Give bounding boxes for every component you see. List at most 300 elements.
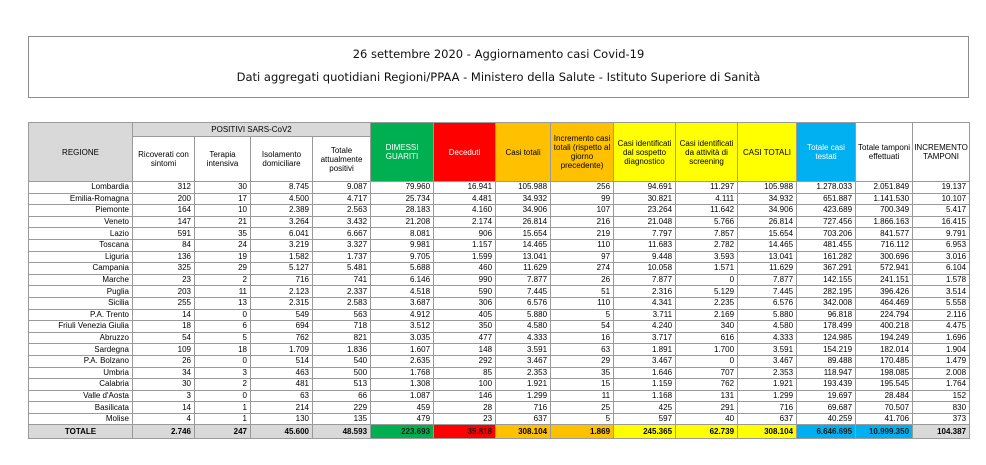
table-cell: 4.481 (434, 193, 496, 205)
table-cell: 14.465 (738, 239, 797, 251)
table-cell: 1.737 (313, 251, 371, 263)
table-cell: 16.941 (434, 182, 496, 194)
table-row (29, 182, 970, 194)
table-cell: 716 (251, 274, 313, 286)
table-body (29, 182, 970, 439)
table-row (29, 193, 970, 205)
table-cell: 105.988 (496, 182, 551, 194)
table-cell: 2.008 (913, 367, 970, 379)
table-cell: 1.141.530 (856, 193, 913, 205)
table-cell: 1.299 (496, 390, 551, 402)
table-cell: 124.985 (797, 332, 856, 344)
table-cell: 4.333 (738, 332, 797, 344)
table-cell: 1.921 (496, 379, 551, 391)
table-cell: 727.456 (797, 216, 856, 228)
table-cell: 3.593 (676, 251, 738, 263)
table-cell: 3 (133, 390, 195, 402)
table-cell: 459 (371, 402, 434, 414)
table-cell: 14 (133, 309, 195, 321)
table-cell: 5.127 (251, 263, 313, 275)
header-incremento-tamponi: INCREMENTO TAMPONI (913, 123, 970, 182)
table-cell: 3.591 (738, 344, 797, 356)
table-cell: 135 (313, 413, 371, 425)
table-cell: 194.249 (856, 332, 913, 344)
table-cell: 700.349 (856, 205, 913, 217)
header-casi-totali-2: CASI TOTALI (738, 123, 797, 182)
table-cell: 198.085 (856, 367, 913, 379)
table-cell: 11.629 (496, 263, 551, 275)
table-cell: 703.206 (797, 228, 856, 240)
table-cell: 34.906 (738, 205, 797, 217)
table-cell: 3.591 (496, 344, 551, 356)
table-cell: 597 (614, 413, 676, 425)
table-cell: 7.877 (738, 274, 797, 286)
table-cell: 26.814 (496, 216, 551, 228)
table-cell: 54 (551, 321, 614, 333)
table-cell: 4.240 (614, 321, 676, 333)
table-cell: 7.445 (496, 286, 551, 298)
table-cell: 224.794 (856, 309, 913, 321)
table-cell: 830 (913, 402, 970, 414)
table-cell: 481.455 (797, 239, 856, 251)
table-cell: 3.219 (251, 239, 313, 251)
table-row (29, 239, 970, 251)
total-cell: 2.746 (133, 425, 195, 439)
table-row (29, 321, 970, 333)
table-cell: 4.111 (676, 193, 738, 205)
table-cell: 70.507 (856, 402, 913, 414)
table-cell: 651.887 (797, 193, 856, 205)
table-cell: 3.717 (614, 332, 676, 344)
table-cell: 4.333 (496, 332, 551, 344)
header-isolamento: Isolamento domiciliare (251, 137, 313, 182)
header-dimessi-guariti: DIMESSI GUARITI (371, 123, 434, 182)
region-name: Lombardia (29, 182, 133, 194)
region-name: Sardegna (29, 344, 133, 356)
region-name: P.A. Trento (29, 309, 133, 321)
table-cell: 3 (195, 367, 251, 379)
table-cell: 15.654 (738, 228, 797, 240)
table-cell: 26.814 (738, 216, 797, 228)
table-cell: 100 (434, 379, 496, 391)
table-cell: 342.008 (797, 297, 856, 309)
region-name: Lazio (29, 228, 133, 240)
table-cell: 5.880 (738, 309, 797, 321)
table-cell: 79.960 (371, 182, 434, 194)
table-cell: 97 (551, 251, 614, 263)
table-cell: 3.687 (371, 297, 434, 309)
table-cell: 300.696 (856, 251, 913, 263)
table-cell: 146 (434, 390, 496, 402)
table-row (29, 344, 970, 356)
table-cell: 136 (133, 251, 195, 263)
table-cell: 2.353 (738, 367, 797, 379)
table-cell: 463 (251, 367, 313, 379)
table-cell: 9.981 (371, 239, 434, 251)
table-row (29, 332, 970, 344)
table-row (29, 251, 970, 263)
total-cell: 245.365 (614, 425, 676, 439)
table-cell: 11 (195, 286, 251, 298)
table-cell: 5.688 (371, 263, 434, 275)
table-cell: 7.445 (738, 286, 797, 298)
table-cell: 2.316 (614, 286, 676, 298)
table-cell: 110 (551, 239, 614, 251)
table-cell: 1.087 (371, 390, 434, 402)
table-cell: 5 (551, 309, 614, 321)
table-cell: 549 (251, 309, 313, 321)
table-cell: 616 (676, 332, 738, 344)
table-cell: 3.711 (614, 309, 676, 321)
table-cell: 26 (551, 274, 614, 286)
table-cell: 7.877 (496, 274, 551, 286)
table-cell: 513 (313, 379, 371, 391)
total-cell: 308.104 (496, 425, 551, 439)
table-cell: 1.582 (251, 251, 313, 263)
table-row (29, 297, 970, 309)
table-cell: 514 (251, 355, 313, 367)
region-name: Liguria (29, 251, 133, 263)
table-cell: 1.646 (614, 367, 676, 379)
table-cell: 1.891 (614, 344, 676, 356)
table-cell: 28.484 (856, 390, 913, 402)
table-cell: 15.654 (496, 228, 551, 240)
table-cell: 1.479 (913, 355, 970, 367)
table-cell: 216 (551, 216, 614, 228)
table-cell: 0 (195, 390, 251, 402)
total-cell: 104.387 (913, 425, 970, 439)
table-cell: 255 (133, 297, 195, 309)
table-cell: 25 (551, 402, 614, 414)
table-cell: 1.768 (371, 367, 434, 379)
table-cell: 3.514 (913, 286, 970, 298)
table-cell: 18 (195, 344, 251, 356)
table-cell: 590 (434, 286, 496, 298)
table-cell: 21.048 (614, 216, 676, 228)
total-cell: 247 (195, 425, 251, 439)
header-positivi-group: POSITIVI SARS-CoV2 (133, 123, 371, 137)
table-cell: 5.766 (676, 216, 738, 228)
table-cell: 94.691 (614, 182, 676, 194)
table-cell: 1.836 (313, 344, 371, 356)
table-cell: 2.116 (913, 309, 970, 321)
table-cell: 34.932 (496, 193, 551, 205)
table-cell: 28 (434, 402, 496, 414)
table-cell: 35 (195, 228, 251, 240)
region-name: Veneto (29, 216, 133, 228)
table-cell: 5.481 (313, 263, 371, 275)
table-cell: 2.174 (434, 216, 496, 228)
table-cell: 34 (133, 367, 195, 379)
region-name: Molise (29, 413, 133, 425)
table-cell: 6.667 (313, 228, 371, 240)
report-subtitle: Dati aggregati quotidiani Regioni/PPAA - Ministero della Salute - Istituto Superiore di Sanità (236, 70, 761, 84)
table-cell: 741 (313, 274, 371, 286)
table-cell: 637 (738, 413, 797, 425)
table-cell: 85 (434, 367, 496, 379)
table-cell: 28.183 (371, 205, 434, 217)
table-cell: 1.571 (676, 263, 738, 275)
table-cell: 1.866.163 (856, 216, 913, 228)
table-cell: 500 (313, 367, 371, 379)
table-cell: 4.160 (434, 205, 496, 217)
table-cell: 1.578 (913, 274, 970, 286)
table-cell: 306 (434, 297, 496, 309)
table-cell: 423.689 (797, 205, 856, 217)
table-cell: 990 (434, 274, 496, 286)
table-cell: 0 (195, 309, 251, 321)
table-cell: 1.709 (251, 344, 313, 356)
header-regione: REGIONE (29, 123, 133, 182)
table-cell: 30 (195, 182, 251, 194)
table-row (29, 274, 970, 286)
table-cell: 5.558 (913, 297, 970, 309)
total-cell: 10.999.350 (856, 425, 913, 439)
region-name: Campania (29, 263, 133, 275)
table-cell: 707 (676, 367, 738, 379)
total-cell: 62.739 (676, 425, 738, 439)
table-row (29, 286, 970, 298)
header-deceduti: Deceduti (434, 123, 496, 182)
table-cell: 13 (195, 297, 251, 309)
table-cell: 23.264 (614, 205, 676, 217)
table-cell: 400.218 (856, 321, 913, 333)
table-cell: 1.168 (614, 390, 676, 402)
table-cell: 3.512 (371, 321, 434, 333)
table-cell: 2.123 (251, 286, 313, 298)
header-casi-sospetto: Casi identificati dal sospetto diagnostico (614, 123, 676, 182)
table-cell: 170.485 (856, 355, 913, 367)
table-cell: 591 (133, 228, 195, 240)
table-cell: 540 (313, 355, 371, 367)
table-cell: 11.642 (676, 205, 738, 217)
header-ricoverati: Ricoverati con sintomi (133, 137, 195, 182)
table-row (29, 413, 970, 425)
table-cell: 9.705 (371, 251, 434, 263)
table-cell: 2.169 (676, 309, 738, 321)
table-cell: 4.500 (251, 193, 313, 205)
table-cell: 841.577 (856, 228, 913, 240)
table-cell: 29 (551, 355, 614, 367)
table-cell: 200 (133, 193, 195, 205)
table-cell: 3.467 (738, 355, 797, 367)
table-cell: 10.107 (913, 193, 970, 205)
table-cell: 110 (551, 297, 614, 309)
table-cell: 481 (251, 379, 313, 391)
table-cell: 256 (551, 182, 614, 194)
table-cell: 84 (133, 239, 195, 251)
table-cell: 1.157 (434, 239, 496, 251)
table-cell: 2.583 (313, 297, 371, 309)
table-cell: 8.081 (371, 228, 434, 240)
table-cell: 3.264 (251, 216, 313, 228)
table-cell: 1.700 (676, 344, 738, 356)
table-cell: 7.797 (614, 228, 676, 240)
table-cell: 23 (133, 274, 195, 286)
header-tamponi: Totale tamponi effettuati (856, 123, 913, 182)
table-cell: 11.629 (738, 263, 797, 275)
table-cell: 0 (195, 355, 251, 367)
table-cell: 4.912 (371, 309, 434, 321)
table-cell: 63 (251, 390, 313, 402)
total-cell: 48.593 (313, 425, 371, 439)
table-row (29, 263, 970, 275)
table-cell: 131 (676, 390, 738, 402)
region-name: P.A. Bolzano (29, 355, 133, 367)
table-cell: 19.137 (913, 182, 970, 194)
total-row (29, 425, 970, 439)
table-cell: 147 (133, 216, 195, 228)
table-cell: 152 (913, 390, 970, 402)
table-cell: 214 (251, 402, 313, 414)
table-cell: 178.499 (797, 321, 856, 333)
table-cell: 2.563 (313, 205, 371, 217)
table-cell: 479 (371, 413, 434, 425)
total-cell: 1.869 (551, 425, 614, 439)
table-cell: 762 (676, 379, 738, 391)
table-cell: 26 (133, 355, 195, 367)
table-cell: 16.415 (913, 216, 970, 228)
table-row (29, 205, 970, 217)
table-cell: 572.941 (856, 263, 913, 275)
region-name: Friuli Venezia Giulia (29, 321, 133, 333)
table-cell: 15 (551, 379, 614, 391)
table-cell: 5 (195, 332, 251, 344)
table-cell: 5.880 (496, 309, 551, 321)
table-cell: 9.087 (313, 182, 371, 194)
table-cell: 312 (133, 182, 195, 194)
table-cell: 718 (313, 321, 371, 333)
table-cell: 34.932 (738, 193, 797, 205)
table-cell: 164 (133, 205, 195, 217)
table-cell: 41.706 (856, 413, 913, 425)
table-cell: 195.545 (856, 379, 913, 391)
table-cell: 2 (195, 379, 251, 391)
total-cell: 35.818 (434, 425, 496, 439)
table-cell: 118.947 (797, 367, 856, 379)
table-cell: 21 (195, 216, 251, 228)
table-cell: 906 (434, 228, 496, 240)
table-cell: 105.988 (738, 182, 797, 194)
table-cell: 6.576 (496, 297, 551, 309)
table-cell: 6.146 (371, 274, 434, 286)
table-cell: 24 (195, 239, 251, 251)
table-row (29, 402, 970, 414)
table-cell: 193.439 (797, 379, 856, 391)
table-cell: 161.282 (797, 251, 856, 263)
total-cell: 308.104 (738, 425, 797, 439)
header-casi-screening: Casi identificati da attività di screening (676, 123, 738, 182)
header-terapia-intensiva: Terapia intensiva (195, 137, 251, 182)
table-cell: 2.782 (676, 239, 738, 251)
table-cell: 19 (195, 251, 251, 263)
table-cell: 11.297 (676, 182, 738, 194)
table-cell: 23 (434, 413, 496, 425)
table-cell: 325 (133, 263, 195, 275)
table-cell: 10 (195, 205, 251, 217)
region-name: Abruzzo (29, 332, 133, 344)
table-cell: 10.058 (614, 263, 676, 275)
table-cell: 340 (676, 321, 738, 333)
table-cell: 5 (551, 413, 614, 425)
table-cell: 9.448 (614, 251, 676, 263)
table-cell: 282.195 (797, 286, 856, 298)
table-cell: 229 (313, 402, 371, 414)
table-cell: 464.469 (856, 297, 913, 309)
region-name: Marche (29, 274, 133, 286)
table-cell: 1 (195, 402, 251, 414)
table-cell: 34.906 (496, 205, 551, 217)
table-cell: 89.488 (797, 355, 856, 367)
report-title: 26 settembre 2020 - Aggiornamento casi Covid-19 (352, 47, 645, 61)
header-incremento-casi: Incremento casi totali (rispetto al giorno precedente) (551, 123, 614, 182)
total-cell: 45.600 (251, 425, 313, 439)
table-cell: 107 (551, 205, 614, 217)
table-cell: 2.337 (313, 286, 371, 298)
region-name: Valle d'Aosta (29, 390, 133, 402)
table-cell: 1.299 (738, 390, 797, 402)
table-cell: 460 (434, 263, 496, 275)
table-cell: 6.953 (913, 239, 970, 251)
table-cell: 1.308 (371, 379, 434, 391)
table-cell: 762 (251, 332, 313, 344)
table-cell: 219 (551, 228, 614, 240)
table-cell: 292 (434, 355, 496, 367)
table-cell: 2.635 (371, 355, 434, 367)
table-cell: 13.041 (738, 251, 797, 263)
table-cell: 203 (133, 286, 195, 298)
covid-data-table (28, 122, 970, 439)
table-cell: 405 (434, 309, 496, 321)
table-cell: 477 (434, 332, 496, 344)
table-cell: 1.904 (913, 344, 970, 356)
table-cell: 7.857 (676, 228, 738, 240)
total-cell: 223.693 (371, 425, 434, 439)
table-cell: 4.341 (614, 297, 676, 309)
table-cell: 3.432 (313, 216, 371, 228)
table-cell: 274 (551, 263, 614, 275)
table-cell: 25.734 (371, 193, 434, 205)
table-cell: 2.235 (676, 297, 738, 309)
total-cell: 6.646.695 (797, 425, 856, 439)
table-cell: 4 (133, 413, 195, 425)
report-title-box (28, 36, 969, 98)
table-cell: 13.041 (496, 251, 551, 263)
table-cell: 30 (133, 379, 195, 391)
table-cell: 16 (551, 332, 614, 344)
table-cell: 3.327 (313, 239, 371, 251)
table-row (29, 216, 970, 228)
table-cell: 1.607 (371, 344, 434, 356)
table-cell: 1 (195, 413, 251, 425)
table-cell: 3.467 (496, 355, 551, 367)
region-name: Calabria (29, 379, 133, 391)
table-cell: 2.051.849 (856, 182, 913, 194)
table-cell: 350 (434, 321, 496, 333)
region-name: Toscana (29, 239, 133, 251)
table-cell: 19.697 (797, 390, 856, 402)
table-cell: 563 (313, 309, 371, 321)
table-cell: 291 (676, 402, 738, 414)
table-cell: 1.599 (434, 251, 496, 263)
table-cell: 11 (551, 390, 614, 402)
region-name: Umbria (29, 367, 133, 379)
table-cell: 396.426 (856, 286, 913, 298)
table-cell: 5.417 (913, 205, 970, 217)
table-cell: 637 (496, 413, 551, 425)
table-cell: 154.219 (797, 344, 856, 356)
table-cell: 5.129 (676, 286, 738, 298)
